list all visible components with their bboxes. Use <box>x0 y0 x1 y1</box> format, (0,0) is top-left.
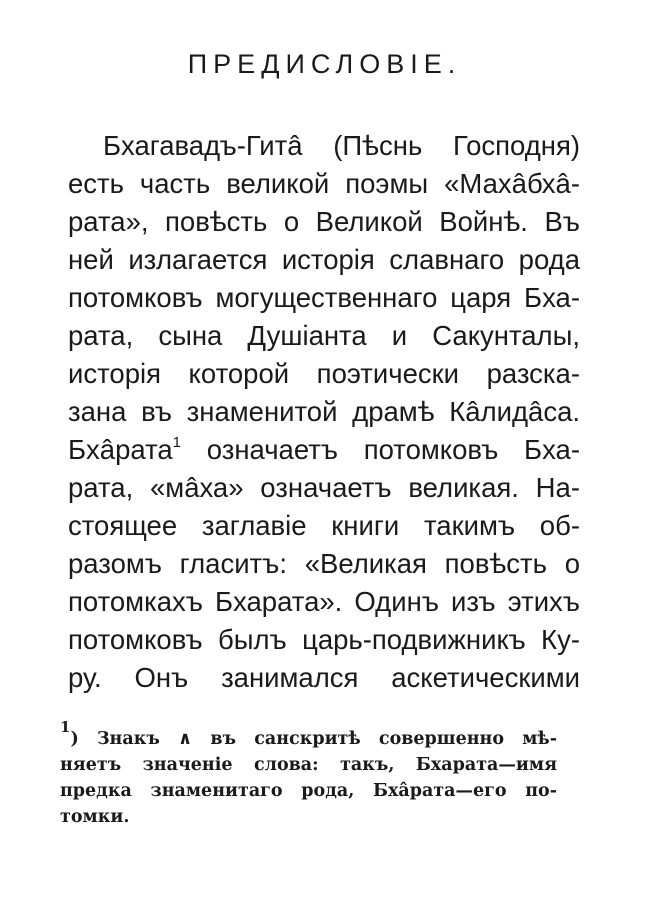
footnote-line <box>60 718 557 752</box>
text-line: зана въ знаменитой драмѣ Кâлидâса. <box>68 396 580 427</box>
text-fragment: означаетъ потомковъ Бха- <box>181 434 580 465</box>
footnote-line: томки. <box>60 807 130 827</box>
text-line <box>68 431 580 469</box>
footnote-reference: 1 <box>172 434 181 451</box>
text-line: Бхагавадъ-Гитâ (Пѣснь Господня) <box>103 130 580 161</box>
text-line: стоящее заглавіе книги такимъ об- <box>68 510 580 541</box>
footnote-line: предка знаменитаго рода, Бхâрата—его по- <box>60 781 557 801</box>
text-line: рата, сына Душіанта и Сакунталы, <box>68 320 580 351</box>
text-line: исторія которой поэтически разска- <box>68 358 580 389</box>
page-title: ПРЕДИСЛОВІЕ. <box>187 49 462 79</box>
footnote-marker: 1 <box>60 718 71 736</box>
text-line: потомковъ былъ царь-подвижникъ Ку- <box>68 624 580 655</box>
text-line: рата, «мâха» означаетъ великая. На- <box>68 472 580 503</box>
text-line: потомковъ могущественнаго царя Бха- <box>68 282 580 313</box>
text-line: есть часть великой поэмы «Махâбхâ- <box>68 168 580 199</box>
text-line: ру. Онъ занимался аскетическими <box>68 662 580 693</box>
text-line: потомкахъ Бхарата». Одинъ изъ этихъ <box>68 586 580 617</box>
footnote-line: няетъ значеніе слова: такъ, Бхарата—имя <box>60 755 557 775</box>
text-line: разомъ гласитъ: «Великая повѣсть о <box>68 548 580 579</box>
word-bharata: Бхâрата <box>68 434 173 465</box>
text-fragment: ) Знакъ ∧ въ санскритѣ совершенно мѣ- <box>70 729 557 749</box>
text-line: ней излагается исторія славнаго рода <box>68 244 580 275</box>
text-line: рата», повѣсть о Великой Войнѣ. Въ <box>68 206 580 237</box>
